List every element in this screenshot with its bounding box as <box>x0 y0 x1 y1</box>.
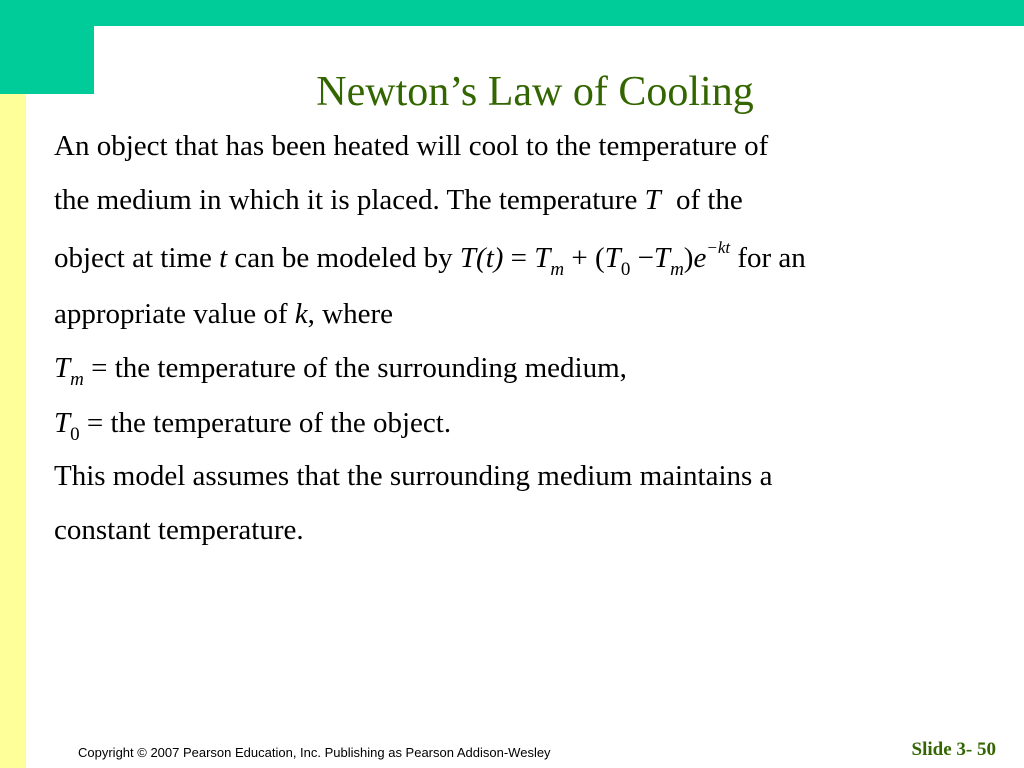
top-accent-bar <box>0 0 1024 26</box>
paragraph-line-1 <box>54 128 1004 164</box>
formula-plus: + <box>571 242 588 274</box>
paragraph-line-2 <box>54 182 1004 218</box>
definition-tm <box>54 350 1004 390</box>
paragraph-text: appropriate value of <box>54 298 288 330</box>
definition-sub: m <box>70 369 84 390</box>
variable-k: k <box>294 298 308 330</box>
variable-T: T <box>644 184 661 216</box>
closing-text: This model assumes that the surrounding medium maintains a <box>54 460 773 492</box>
cooling-formula <box>459 238 731 280</box>
side-accent-bar <box>0 94 26 768</box>
formula-minus: − <box>637 242 654 274</box>
variable-t: t <box>219 242 228 274</box>
paragraph-text: , where <box>307 298 393 330</box>
formula-tm-var: T <box>534 242 551 274</box>
formula-open-paren: ( <box>595 242 605 274</box>
definition-sub: 0 <box>70 424 80 445</box>
definition-equals: = <box>86 407 104 439</box>
definition-var: T <box>54 352 71 384</box>
slide-title: Newton’s Law of Cooling <box>316 69 754 115</box>
paragraph-line-3 <box>54 240 1004 280</box>
paragraph-line-4 <box>54 296 1004 332</box>
paragraph-text: object at time <box>54 242 212 274</box>
footer-copyright: Copyright © 2007 Pearson Education, Inc. Publishing as Pearson Addison-Wesley <box>78 745 551 760</box>
formula-tm-sub: m <box>550 259 565 280</box>
closing-line-1 <box>54 458 1004 494</box>
formula-close-paren: ) <box>683 242 694 274</box>
formula-tm2-sub: m <box>670 259 684 280</box>
paragraph-text: of the <box>675 184 743 216</box>
formula-lhs-arg: (t) <box>476 242 504 274</box>
formula-exp-base: e <box>693 242 707 274</box>
formula-t0-var: T <box>604 242 621 274</box>
definition-text: the temperature of the object. <box>110 407 452 439</box>
paragraph-text: the medium in which it is placed. The temperature <box>54 184 638 216</box>
definition-t0 <box>54 405 1004 445</box>
slide-number: Slide 3- 50 <box>911 739 996 760</box>
formula-tm2-var: T <box>653 242 671 274</box>
formula-t0-sub: 0 <box>620 259 631 280</box>
definition-text: the temperature of the surrounding medium, <box>114 352 627 384</box>
definition-var: T <box>54 407 71 439</box>
formula-equals: = <box>510 242 528 274</box>
formula-lhs-var: T <box>459 242 477 274</box>
definition-equals: = <box>91 352 108 384</box>
closing-line-2 <box>54 512 1004 548</box>
closing-text: constant temperature. <box>54 514 304 546</box>
paragraph-text: for an <box>737 242 806 274</box>
paragraph-text: An object that has been heated will cool to the temperature of <box>54 130 769 162</box>
formula-exp-power: −kt <box>706 238 731 257</box>
paragraph-text: can be modeled by <box>234 242 453 274</box>
